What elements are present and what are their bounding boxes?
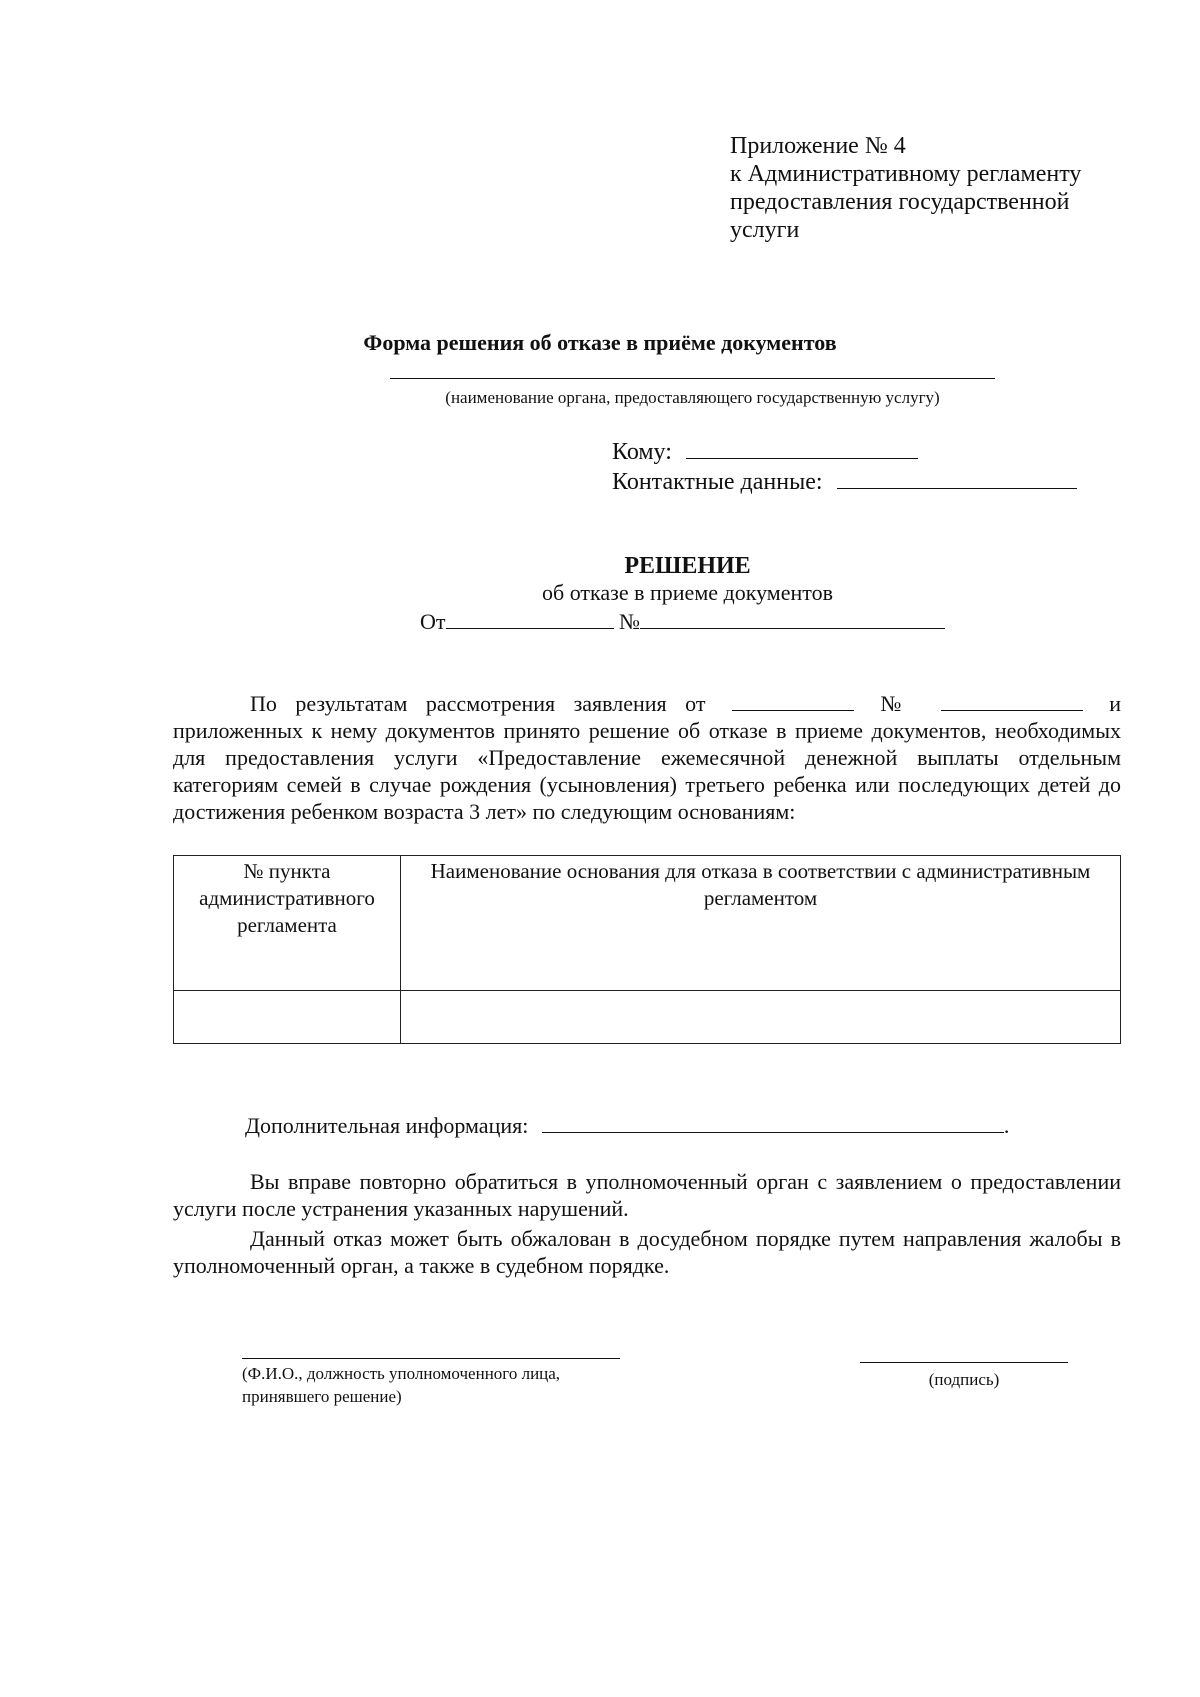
appeal-text: Данный отказ может быть обжалован в досудебном порядке путем направления жалобы в уполномоченный орган, а также в судебном порядке. — [173, 1226, 1121, 1278]
contact-label: Контактные данные: — [612, 469, 823, 495]
grounds-paragraph-start: По результатам рассмотрения заявления от — [250, 691, 706, 716]
decision-date-row — [420, 608, 945, 635]
date-field[interactable] — [446, 608, 614, 629]
official-name-caption: (Ф.И.О., должность уполномоченного лица, принявшего решение) — [242, 1364, 561, 1406]
appendix-line-1: Приложение № 4 — [730, 133, 906, 159]
form-title: Форма решения об отказе в приёме документов — [363, 330, 837, 355]
number-field[interactable] — [640, 608, 945, 629]
date-label: От — [420, 609, 446, 634]
recipient-to-row — [612, 438, 918, 466]
official-name-line — [242, 1358, 620, 1359]
org-name-line — [390, 378, 995, 379]
grounds-paragraph — [173, 690, 1121, 825]
table-cell-clause-number[interactable] — [174, 991, 401, 1044]
to-field[interactable] — [686, 438, 918, 459]
org-name-caption: (наименование органа, предоставляющего государственную услугу) — [445, 388, 940, 407]
recipient-contact-row — [612, 468, 1077, 496]
table-header-reason: Наименование основания для отказа в соответствии с административным регламентом — [401, 856, 1121, 991]
decision-title: РЕШЕНИЕ — [624, 553, 751, 579]
table-header-clause-number: № пункта административного регламента — [174, 856, 401, 991]
appendix-line-2: к Административному регламенту — [730, 161, 1082, 187]
grounds-paragraph-rest: и приложенных к нему документов принято решение об отказе в приеме документов, необходимых для предоставления услуги «Предоставление ежемесячной денежной выплаты отдельным категориям семей в случае рождения (усыновления) третьего ребенка или последующих детей до достижения ребенком возраста 3 лет» по следующим основаниям: — [173, 691, 1122, 824]
application-date-field[interactable] — [732, 690, 854, 711]
number-label: № — [619, 609, 641, 634]
application-number-label: № — [880, 691, 915, 716]
table-row — [174, 991, 1121, 1044]
to-label: Кому: — [612, 439, 672, 465]
appeal-paragraph — [173, 1225, 1121, 1279]
reapply-paragraph — [173, 1168, 1121, 1222]
appendix-line-4: услуги — [730, 217, 800, 243]
additional-info-row: Дополнительная информация: . — [245, 1113, 1010, 1138]
table-cell-reason[interactable] — [401, 991, 1121, 1044]
decision-subtitle: об отказе в приеме документов — [542, 580, 833, 605]
appendix-line-3: предоставления государственной — [730, 189, 1070, 215]
appendix-header — [730, 132, 1081, 244]
contact-field[interactable] — [837, 468, 1077, 489]
grounds-table — [173, 855, 1121, 1044]
additional-info-label: Дополнительная информация: — [245, 1113, 529, 1138]
additional-info-field[interactable] — [542, 1112, 1004, 1133]
application-number-field[interactable] — [941, 690, 1083, 711]
reapply-text: Вы вправе повторно обратиться в уполномоченный орган с заявлением о предоставлении услуги после устранения указанных нарушений. — [173, 1169, 1121, 1221]
signature-line — [860, 1362, 1068, 1363]
signature-caption: (подпись) — [928, 1370, 1000, 1389]
table-header-row — [174, 856, 1121, 991]
